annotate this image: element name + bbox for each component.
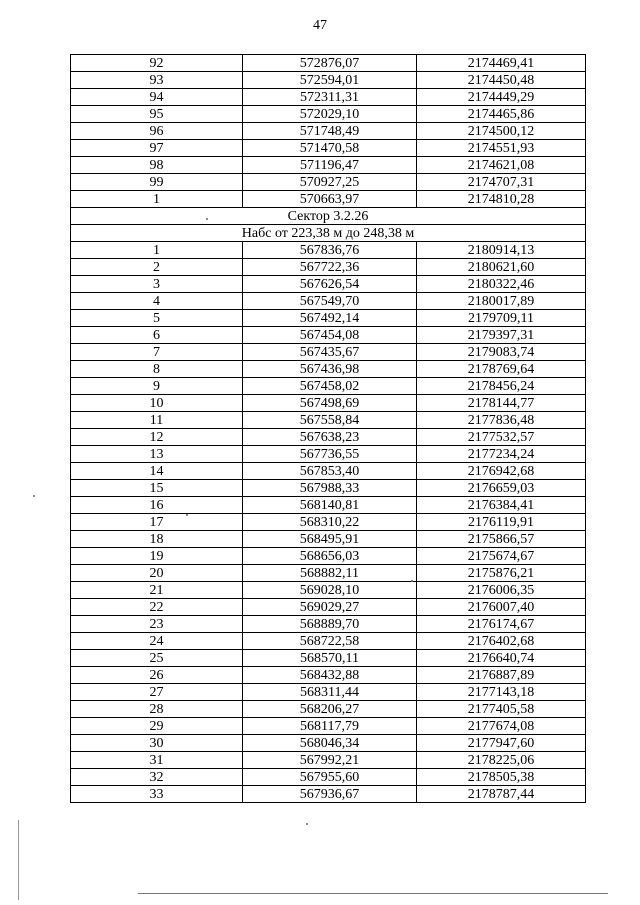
point-number: 5 [71,310,243,327]
x-coordinate: 567454,08 [243,327,417,344]
table-row [71,480,586,497]
x-coordinate: 572594,01 [243,72,417,89]
x-coordinate: 572029,10 [243,106,417,123]
x-coordinate: 568310,22 [243,514,417,531]
point-number: 92 [71,55,243,72]
point-number: 15 [71,480,243,497]
scan-speck [306,823,308,825]
table-row [71,786,586,803]
y-coordinate: 2176006,35 [417,582,586,599]
scan-edge-line [18,820,19,900]
table-row [71,310,586,327]
sector-title: Сектор 3.2.26 [71,208,586,225]
y-coordinate: 2174450,48 [417,72,586,89]
point-number: 98 [71,157,243,174]
y-coordinate: 2180621,60 [417,259,586,276]
scan-speck [411,580,413,582]
x-coordinate: 568140,81 [243,497,417,514]
table-row [71,633,586,650]
x-coordinate: 567458,02 [243,378,417,395]
x-coordinate: 567853,40 [243,463,417,480]
x-coordinate: 567498,69 [243,395,417,412]
point-number: 22 [71,599,243,616]
y-coordinate: 2177234,24 [417,446,586,463]
point-number: 20 [71,565,243,582]
x-coordinate: 572311,31 [243,89,417,106]
point-number: 16 [71,497,243,514]
table-row [71,497,586,514]
y-coordinate: 2174500,12 [417,123,586,140]
table-row [71,140,586,157]
x-coordinate: 568570,11 [243,650,417,667]
x-coordinate: 567435,67 [243,344,417,361]
y-coordinate: 2177532,57 [417,429,586,446]
point-number: 93 [71,72,243,89]
y-coordinate: 2179083,74 [417,344,586,361]
y-coordinate: 2175876,21 [417,565,586,582]
x-coordinate: 567736,55 [243,446,417,463]
x-coordinate: 571748,49 [243,123,417,140]
point-number: 4 [71,293,243,310]
y-coordinate: 2176402,68 [417,633,586,650]
x-coordinate: 570663,97 [243,191,417,208]
table-row [71,718,586,735]
y-coordinate: 2174551,93 [417,140,586,157]
table-row [71,72,586,89]
x-coordinate: 571470,58 [243,140,417,157]
point-number: 14 [71,463,243,480]
table-row [71,55,586,72]
x-coordinate: 567638,23 [243,429,417,446]
table-row [71,361,586,378]
table-row [71,752,586,769]
y-coordinate: 2178456,24 [417,378,586,395]
x-coordinate: 568311,44 [243,684,417,701]
table-row [71,565,586,582]
table-row [71,89,586,106]
scan-speck [206,218,208,220]
point-number: 99 [71,174,243,191]
x-coordinate: 567988,33 [243,480,417,497]
y-coordinate: 2176659,03 [417,480,586,497]
point-number: 13 [71,446,243,463]
y-coordinate: 2174465,86 [417,106,586,123]
table-row [71,446,586,463]
y-coordinate: 2174707,31 [417,174,586,191]
x-coordinate: 568206,27 [243,701,417,718]
point-number: 11 [71,412,243,429]
point-number: 23 [71,616,243,633]
x-coordinate: 567722,36 [243,259,417,276]
table-row [71,769,586,786]
point-number: 19 [71,548,243,565]
table-row [71,412,586,429]
table-row [71,463,586,480]
y-coordinate: 2176119,91 [417,514,586,531]
point-number: 32 [71,769,243,786]
x-coordinate: 567558,84 [243,412,417,429]
point-number: 28 [71,701,243,718]
point-number: 30 [71,735,243,752]
table-row [71,123,586,140]
y-coordinate: 2176887,89 [417,667,586,684]
point-number: 21 [71,582,243,599]
y-coordinate: 2178505,38 [417,769,586,786]
table-row [71,327,586,344]
point-number: 18 [71,531,243,548]
y-coordinate: 2177947,60 [417,735,586,752]
point-number: 12 [71,429,243,446]
y-coordinate: 2176384,41 [417,497,586,514]
y-coordinate: 2175674,67 [417,548,586,565]
table-row [71,242,586,259]
y-coordinate: 2174469,41 [417,55,586,72]
table-row [71,684,586,701]
x-coordinate: 572876,07 [243,55,417,72]
point-number: 10 [71,395,243,412]
y-coordinate: 2174449,29 [417,89,586,106]
x-coordinate: 568656,03 [243,548,417,565]
y-coordinate: 2178144,77 [417,395,586,412]
x-coordinate: 569028,10 [243,582,417,599]
y-coordinate: 2177405,58 [417,701,586,718]
point-number: 96 [71,123,243,140]
table-row [71,599,586,616]
table-row [71,395,586,412]
page-number: 47 [313,18,327,33]
coordinates-table [70,54,586,803]
point-number: 25 [71,650,243,667]
x-coordinate: 567955,60 [243,769,417,786]
y-coordinate: 2176640,74 [417,650,586,667]
y-coordinate: 2180322,46 [417,276,586,293]
y-coordinate: 2180914,13 [417,242,586,259]
table-row [71,582,586,599]
table-row [71,174,586,191]
y-coordinate: 2174810,28 [417,191,586,208]
sector-title-row [71,208,586,225]
table-row [71,276,586,293]
x-coordinate: 568046,34 [243,735,417,752]
table-row [71,735,586,752]
x-coordinate: 567436,98 [243,361,417,378]
point-number: 29 [71,718,243,735]
y-coordinate: 2179397,31 [417,327,586,344]
x-coordinate: 567492,14 [243,310,417,327]
x-coordinate: 568495,91 [243,531,417,548]
table-row [71,514,586,531]
y-coordinate: 2180017,89 [417,293,586,310]
point-number: 26 [71,667,243,684]
height-range-row [71,225,586,242]
y-coordinate: 2176174,67 [417,616,586,633]
table-row [71,191,586,208]
point-number: 2 [71,259,243,276]
x-coordinate: 571196,47 [243,157,417,174]
point-number: 33 [71,786,243,803]
table-row [71,531,586,548]
x-coordinate: 569029,27 [243,599,417,616]
table-row [71,293,586,310]
point-number: 3 [71,276,243,293]
scan-speck [186,514,188,516]
y-coordinate: 2174621,08 [417,157,586,174]
x-coordinate: 568889,70 [243,616,417,633]
y-coordinate: 2178225,06 [417,752,586,769]
point-number: 97 [71,140,243,157]
y-coordinate: 2177143,18 [417,684,586,701]
point-number: 27 [71,684,243,701]
x-coordinate: 570927,25 [243,174,417,191]
x-coordinate: 568117,79 [243,718,417,735]
y-coordinate: 2176007,40 [417,599,586,616]
x-coordinate: 568722,58 [243,633,417,650]
x-coordinate: 568882,11 [243,565,417,582]
point-number: 1 [71,191,243,208]
table-row [71,157,586,174]
table-row [71,701,586,718]
x-coordinate: 568432,88 [243,667,417,684]
point-number: 8 [71,361,243,378]
table-row [71,259,586,276]
sector-header [71,208,586,242]
point-number: 95 [71,106,243,123]
y-coordinate: 2176942,68 [417,463,586,480]
y-coordinate: 2178769,64 [417,361,586,378]
point-number: 1 [71,242,243,259]
table-row [71,548,586,565]
y-coordinate: 2177674,08 [417,718,586,735]
y-coordinate: 2178787,44 [417,786,586,803]
scan-speck [33,495,35,497]
table-row [71,667,586,684]
point-number: 94 [71,89,243,106]
table-body-top [71,55,586,208]
table-body-sector [71,242,586,803]
y-coordinate: 2175866,57 [417,531,586,548]
point-number: 6 [71,327,243,344]
point-number: 24 [71,633,243,650]
x-coordinate: 567992,21 [243,752,417,769]
x-coordinate: 567549,70 [243,293,417,310]
height-range: Набс от 223,38 м до 248,38 м [71,225,586,242]
table-row [71,650,586,667]
table-row [71,106,586,123]
x-coordinate: 567836,76 [243,242,417,259]
y-coordinate: 2179709,11 [417,310,586,327]
table-row [71,429,586,446]
point-number: 9 [71,378,243,395]
table-row [71,616,586,633]
table-row [71,344,586,361]
point-number: 7 [71,344,243,361]
x-coordinate: 567626,54 [243,276,417,293]
table-row [71,378,586,395]
bottom-rule [138,893,608,894]
x-coordinate: 567936,67 [243,786,417,803]
point-number: 31 [71,752,243,769]
point-number: 17 [71,514,243,531]
y-coordinate: 2177836,48 [417,412,586,429]
